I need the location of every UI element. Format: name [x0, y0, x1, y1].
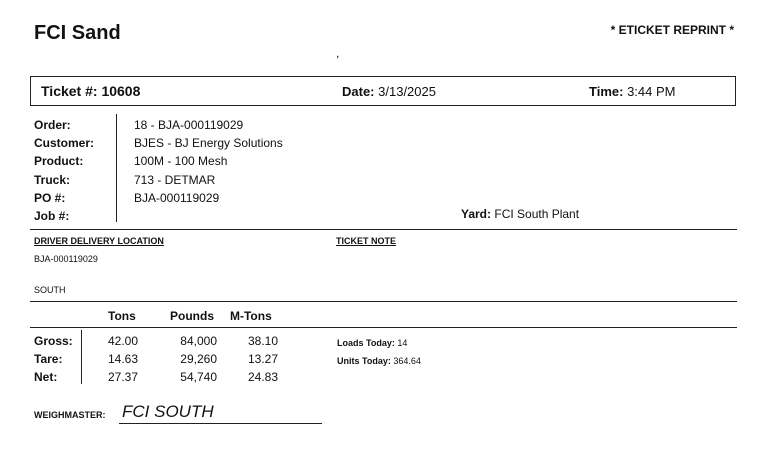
- col-header-pounds: Pounds: [170, 309, 214, 323]
- weighmaster-label: WEIGHMASTER:: [34, 410, 106, 420]
- weighmaster-value: FCI SOUTH: [122, 402, 214, 421]
- loads-today-value: 14: [397, 338, 408, 348]
- units-today: [337, 352, 421, 370]
- info-labels: [34, 116, 94, 225]
- time-value: 3:44 PM: [627, 84, 676, 99]
- time-label: Time:: [589, 84, 624, 99]
- customer-label: Customer:: [34, 136, 95, 151]
- units-today-label: Units Today:: [337, 356, 391, 367]
- tons-column: [100, 332, 138, 387]
- weight-row-labels: [34, 332, 73, 387]
- weights-divider: [81, 330, 82, 384]
- tare-tons: 14.63: [107, 352, 138, 367]
- tare-pounds: 29,260: [180, 352, 217, 367]
- yard-value: FCI South Plant: [494, 207, 580, 221]
- po-value: BJA-000119029: [134, 190, 220, 205]
- units-today-value: 364.64: [393, 356, 421, 367]
- ticket-time: [589, 84, 675, 99]
- product-value: 100M - 100 Mesh: [134, 154, 228, 169]
- loads-today: [337, 334, 421, 352]
- yard: [461, 207, 579, 221]
- info-divider: [116, 114, 117, 222]
- job-value: [134, 207, 283, 225]
- gross-tons: 42.00: [107, 334, 138, 348]
- tare-mtons: 13.27: [247, 352, 278, 367]
- reprint-label: * ETICKET REPRINT *: [610, 23, 734, 37]
- ticket-number: [41, 83, 140, 99]
- delivery-line-1: BJA-000119029: [34, 254, 98, 264]
- truck-label: Truck:: [34, 172, 71, 187]
- col-header-tons: Tons: [108, 309, 136, 323]
- ticket-header-box: [30, 76, 736, 106]
- truck-value: 713 - DETMAR: [134, 172, 216, 187]
- ticket-note-heading: TICKET NOTE: [336, 236, 396, 246]
- ticket-number-label: Ticket #:: [41, 83, 98, 99]
- po-label: PO #:: [34, 190, 66, 205]
- header-mark: ,: [336, 46, 340, 60]
- mtons-column: [240, 332, 278, 387]
- tare-label: Tare:: [34, 352, 63, 367]
- daily-totals: [337, 334, 421, 370]
- net-mtons: 24.83: [247, 370, 278, 385]
- job-label: Job #:: [34, 209, 70, 224]
- net-label: Net:: [34, 370, 58, 385]
- ticket-date: [342, 84, 436, 99]
- date-label: Date:: [342, 84, 375, 99]
- gross-mtons: 38.10: [247, 334, 278, 348]
- info-values: [134, 116, 283, 225]
- pounds-column: [170, 332, 217, 387]
- net-tons: 27.37: [107, 370, 138, 385]
- delivery-heading: DRIVER DELIVERY LOCATION: [34, 236, 164, 246]
- delivery-line-2: SOUTH: [34, 285, 66, 295]
- yard-label: Yard:: [461, 207, 492, 221]
- order-label: Order:: [34, 118, 71, 132]
- ticket-number-value: 10608: [101, 83, 141, 99]
- gross-pounds: 84,000: [180, 334, 217, 348]
- date-value: 3/13/2025: [378, 84, 436, 99]
- order-value: 18 - BJA-000119029: [134, 118, 244, 132]
- gross-label: Gross:: [34, 334, 73, 348]
- net-pounds: 54,740: [180, 370, 217, 385]
- loads-today-label: Loads Today:: [337, 338, 395, 348]
- divider-line: [30, 229, 737, 230]
- customer-value: BJES - BJ Energy Solutions: [134, 136, 283, 151]
- col-header-mtons: M-Tons: [230, 309, 272, 323]
- company-name: FCI Sand: [34, 22, 121, 44]
- divider-line: [30, 327, 737, 328]
- divider-line: [30, 301, 737, 302]
- weighmaster-underline: [119, 423, 322, 424]
- product-label: Product:: [34, 154, 84, 169]
